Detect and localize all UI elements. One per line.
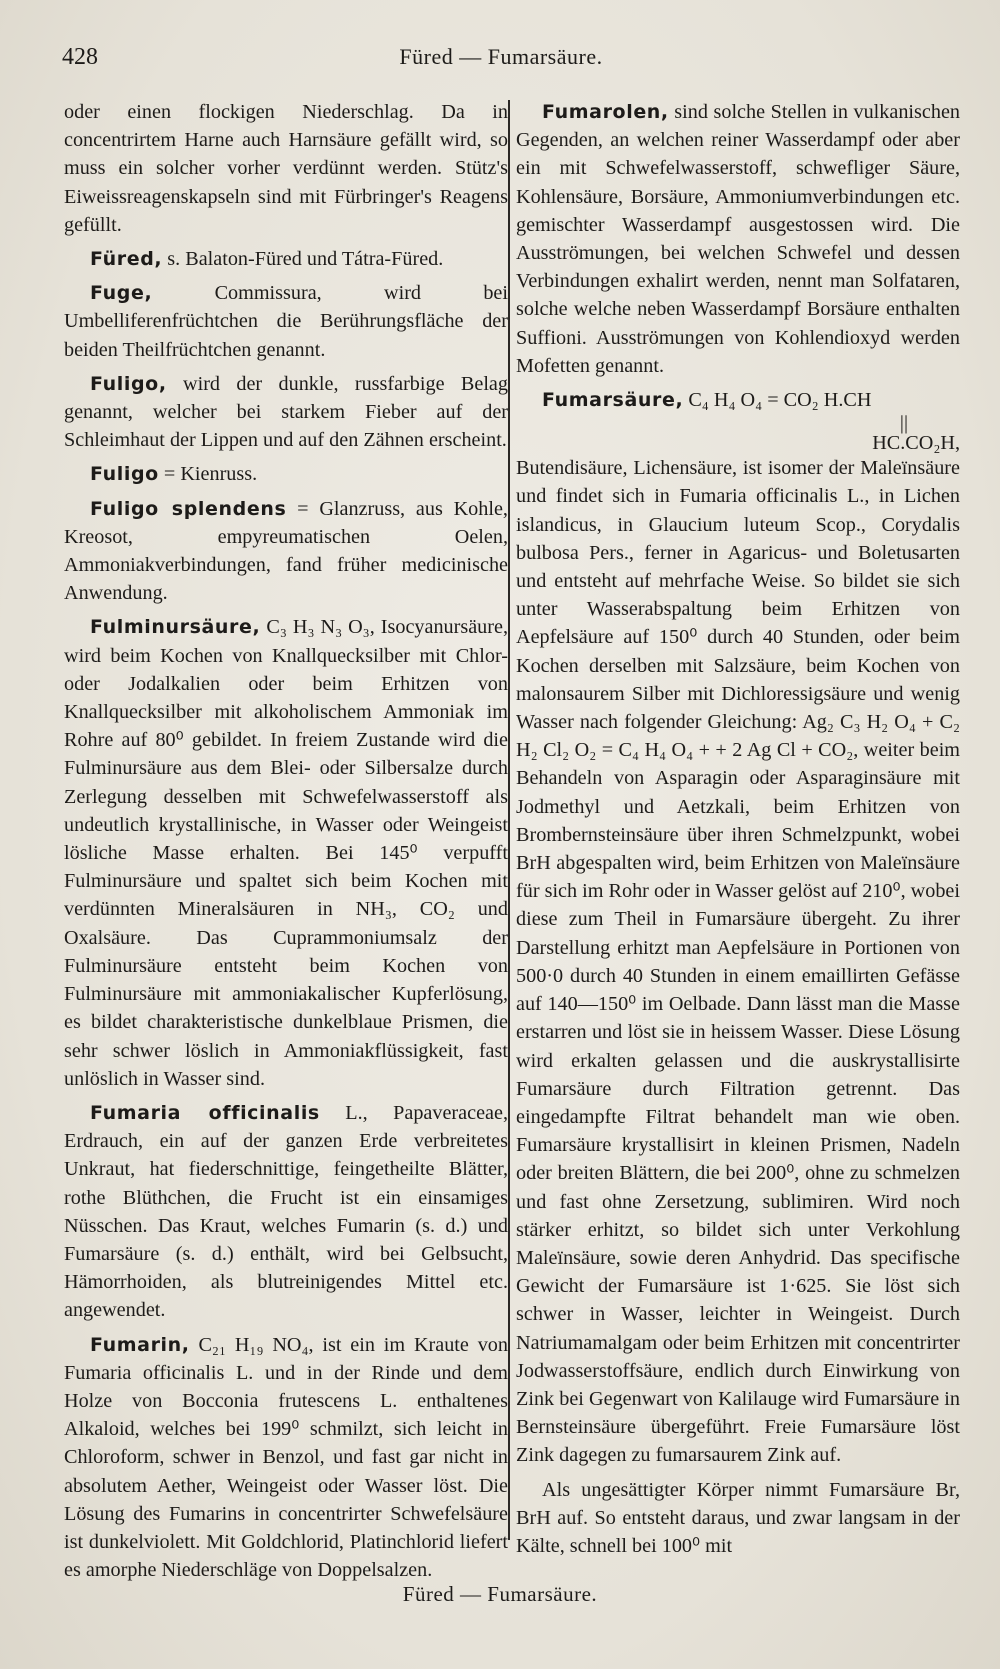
column-divider: [508, 100, 510, 1540]
entry-fured: [64, 245, 508, 273]
entry-text: C₃ H₃ N₃ O₃, Isocyanursäure, wird beim Kochen von Knallquecksilber mit Chlor- oder Jodalkalien oder beim Erhitzen von Knallquecksilber mit alkoholischem Ammoniak im Rohre auf 80⁰ gebildet. In freiem Zustande wird die Fulminursäure aus dem Blei- oder Silbersalze durch Zerlegung desselben mit Schwefelwasserstoff als undeutlich krystallinische, in Wasser oder Weingeist lösliche Masse erhalten. Bei 145⁰ verpufft Fulminursäure und spaltet sich beim Kochen mit verdünnten Mineralsäuren in NH₃, CO₂ und Oxalsäure. Das Cuprammoniumsalz der Fulminursäure entsteht beim Kochen von Fulminursäure mit ammoniakalischer Kupferlösung, es bildet charakteristische dunkelblaue Prismen, die sehr schwer löslich in Ammoniakflüssigkeit, fast unlöslich in Wasser sind.: [64, 616, 509, 1090]
paragraph-text: Als ungesättigter Körper nimmt Fumarsäure Br, BrH auf. So entsteht daraus, und zwar langsam in der Kälte, schnell bei 100⁰ mit: [516, 1478, 960, 1557]
entry-text: wird der dunkle, russfarbige Belag genannt, welcher bei starkem Fieber auf der Schleimhaut der Lippen und auf den Zähnen erscheint.: [64, 372, 508, 452]
page-number: 428: [62, 44, 98, 70]
entry-text: = Kienruss.: [163, 463, 258, 486]
entry-text: sind solche Stellen in vulkanischen Gegenden, an welchen reiner Wasserdampf oder aber ein mit Schwefelwasserstoff, schwefliger Säure, Kohlensäure, Borsäure, Ammoniumverbindungen etc. gemischter Wasserdampf ausgestossen wird. Die Ausströmungen, bei welchen Schwefel und dessen Verbindungen exhalirt werden, nennt man Solfataren, solche welche neben Wasserdampf Borsäure enthalten Suffioni. Ausströmungen von Kohlendioxyd werden Mofetten genannt.: [516, 101, 960, 377]
formula-line-2: HC.CO₂H,: [872, 432, 960, 455]
formula-double-bond: ||: [899, 412, 908, 435]
entry-text: = Glanzruss, aus Kohle, Kreosot, empyreumatischen Oelen, Ammoniakverbindungen, fand früher medicinische Anwendung.: [64, 497, 508, 605]
entry-fumarsaure: [516, 386, 960, 414]
entry-fumaria-officinalis: [64, 1099, 508, 1325]
entry-fumarin: [64, 1331, 508, 1585]
entry-fuge: [64, 279, 508, 364]
entry-text: Butendisäure, Lichensäure, ist isomer der Maleïnsäure und findet sich in Fumaria officinalis L., in Lichen islandicus, in Glaucium luteum Scop., Corydalis bulbosa Pers., ferner in Agaricus- und Boletusarten und entsteht auf mehrfache Weise. So bildet sie sich unter Wasserabspaltung beim Erhitzen von Aepfelsäure auf 150⁰ durch 40 Stunden, oder beim Kochen derselben mit Salzsäure, beim Kochen von malonsaurem Silber mit Dichloressigsäure und wenig Wasser nach folgender Gleichung: Ag₂ C₃ H₂ O₄ + C₂ H₂ Cl₂ O₂ = C₄ H₄ O₄ + + 2 Ag Cl + CO₂, weiter beim Behandeln von Asparagin oder Asparaginsäure mit Jodmethyl und Aetzkali, beim Erhitzen von Brombernsteinsäure über ihren Schmelzpunkt, wobei BrH abgespalten wird, beim Erhitzen von Maleïnsäure für sich im Rohr oder in Wasser gelöst auf 210⁰, wobei diese zum Theil in Fumarsäure übergeht. Zu ihrer Darstellung erhitzt man Aepfelsäure in Portionen von 500·0 durch 40 Stunden in einem emaillirten Gefässe auf 140—150⁰ im Oelbade. Dann lässt man die Masse erstarren und löst sie in heissem Wasser. Diese Lösung wird erkalten gelassen und die auskrystallisirte Fumarsäure durch Filtration getrennt. Das eingedampfte Filtrat behandelt man wie oben. Fumarsäure krystallisirt in kleinen Prismen, Nadeln oder breiten Blättern, die bei 200⁰, ohne zu schmelzen und fast ohne Zersetzung, sublimiren. Wird noch stärker erhitzt, so bildet sich unter Verkohlung Maleïnsäure, sowie deren Anhydrid. Das specifische Gewicht der Fumarsäure ist 1·625. Sie löst sich schwer in Wasser, leichter in Weingeist. Durch Natriumamalgam oder beim Erhitzen mit concentrirter Jodwasserstoffsäure, endlich durch Einwirkung von Zink bei Gegenwart von Kalilauge wird Fumarsäure in Bernsteinsäure übergeführt. Freie Fumarsäure löst Zink dagegen zu fumarsaurem Zink auf.: [516, 457, 960, 1467]
headword: Fumarolen,: [542, 101, 669, 123]
entry-text: L., Papaveraceae, Erdrauch, ein auf der ganzen Erde verbreitetes Unkraut, hat fiederschnittige, feingetheilte Blätter, rothe Blüthchen, die Frucht ist ein einsamiges Nüsschen. Das Kraut, welches Fumarin (s. d.) und Fumarsäure (s. d.) enthält, wird bei Gelbsucht, Hämorrhoiden, als blutreinigendes Mittel etc. angewendet.: [64, 1101, 509, 1322]
continuation-paragraph: [64, 98, 508, 239]
structural-formula: C₄ H₄ O₄ = CO₂ H.CH: [688, 389, 872, 412]
headword: Fuligo: [90, 463, 159, 486]
entry-fuligo-kienruss: [64, 460, 508, 488]
headword: Fuligo,: [90, 372, 167, 395]
entry-fulminursaure: [64, 613, 508, 1092]
entry-text: C₂₁ H₁₉ NO₄, ist ein im Kraute von Fumaria officinalis L. und in der Rinde und dem Holze von Bocconia frutescens L. enthaltenes Alkaloid, welches bei 199⁰ schmilzt, sich leicht in Chloroform, schwer in Benzol, und fast gar nicht in absolutem Aether, Weingeist oder Wasser löst. Die Lösung des Fumarins in concentrirter Schwefelsäure ist dunkelviolett. Mit Goldchlorid, Platinchlorid liefert es amorphe Niederschläge von Doppelsalzen.: [64, 1333, 508, 1582]
running-head: Füred — Fumarsäure.: [399, 44, 603, 69]
page-footer: Füred — Fumarsäure.: [402, 1582, 598, 1606]
headword: Fumarsäure,: [542, 389, 684, 412]
entry-fuligo-splendens: [64, 495, 508, 608]
fumarsaure-description: [516, 454, 960, 1469]
entry-fumarolen: [516, 98, 960, 380]
headword: Fuligo splendens: [90, 497, 287, 520]
headword: Fulminursäure,: [90, 616, 261, 639]
left-column: [64, 98, 508, 1590]
right-column: [516, 98, 960, 1566]
paragraph-text: oder einen flockigen Niederschlag. Da in concentrirtem Harne auch Harnsäure gefällt wird, so muss ein solcher vorher verdünnt werden. Stütz's Eiweissreagenskapseln sind mit Fürbringer's Reagens gefüllt.: [64, 101, 508, 236]
entry-fuligo: [64, 370, 508, 455]
paragraph-ungesaettigt: [516, 1476, 960, 1561]
headword: Fumarin,: [90, 1333, 190, 1356]
entry-text: s. Balaton-Füred und Tátra-Füred.: [167, 248, 444, 271]
entry-text: Commissura, wird bei Umbelliferenfrüchtchen die Berührungsfläche der beiden Theilfrüchtchen genannt.: [64, 282, 509, 361]
page-header: [62, 36, 940, 76]
headword: Füred,: [90, 248, 163, 271]
headword: Fuge,: [90, 282, 153, 305]
headword: Fumaria officinalis: [90, 1101, 320, 1124]
